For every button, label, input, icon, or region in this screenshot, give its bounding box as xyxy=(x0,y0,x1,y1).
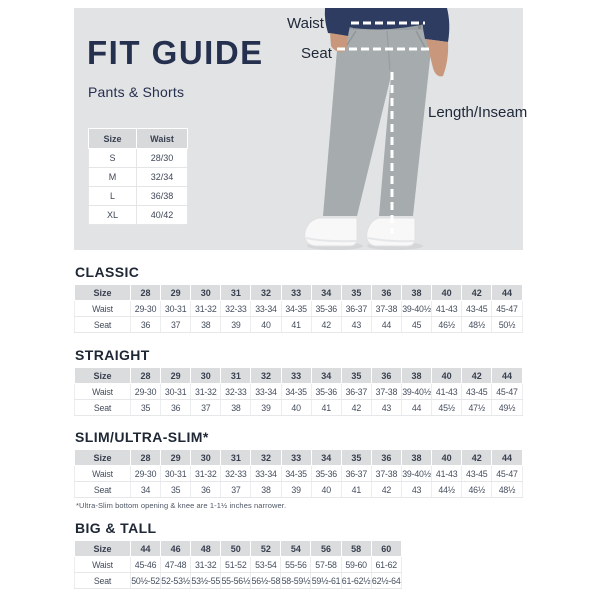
size-cell: 43-45 xyxy=(462,301,492,317)
size-cell: 38 xyxy=(191,317,221,333)
column-header: Size xyxy=(75,368,131,384)
size-cell: 55-56 xyxy=(281,557,311,573)
size-cell: 61-62 xyxy=(371,557,401,573)
size-cell: 36 xyxy=(131,317,161,333)
column-header: 31 xyxy=(221,368,251,384)
section-title: STRAIGHT xyxy=(75,347,150,363)
column-header: 44 xyxy=(492,450,522,466)
size-cell: 29-30 xyxy=(131,301,161,317)
column-header: 36 xyxy=(371,285,401,301)
page-title: FIT GUIDE xyxy=(87,34,264,71)
section-title: SLIM/ULTRA-SLIM* xyxy=(75,429,209,445)
size-cell: 49½ xyxy=(492,400,522,416)
size-cell: 47½ xyxy=(462,400,492,416)
size-cell: 43-45 xyxy=(462,466,492,482)
row-label: Seat xyxy=(75,400,131,416)
size-cell: 37 xyxy=(161,317,191,333)
size-cell: 31-32 xyxy=(191,384,221,400)
column-header: 29 xyxy=(161,368,191,384)
size-cell: 35-36 xyxy=(311,466,341,482)
size-cell: 46½ xyxy=(462,482,492,498)
size-cell: 32-33 xyxy=(221,466,251,482)
column-header: 28 xyxy=(131,368,161,384)
row-label: Waist xyxy=(75,301,131,317)
size-chart-table xyxy=(74,367,523,416)
size-cell: 34 xyxy=(131,482,161,498)
row-label: Seat xyxy=(75,573,131,589)
mini-size-cell: L xyxy=(89,187,137,206)
column-header: Size xyxy=(75,541,131,557)
column-header: 42 xyxy=(462,450,492,466)
size-cell: 42 xyxy=(311,317,341,333)
size-cell: 30-31 xyxy=(161,384,191,400)
size-cell: 43 xyxy=(341,317,371,333)
size-cell: 41-43 xyxy=(432,466,462,482)
size-cell: 47-48 xyxy=(161,557,191,573)
mini-size-cell: 36/38 xyxy=(137,187,188,206)
column-header: 31 xyxy=(221,285,251,301)
size-cell: 43 xyxy=(401,482,431,498)
column-header: 50 xyxy=(221,541,251,557)
size-cell: 41-43 xyxy=(432,384,462,400)
size-cell: 36-37 xyxy=(341,301,371,317)
section-title: CLASSIC xyxy=(75,264,140,280)
row-label: Waist xyxy=(75,466,131,482)
mini-table-row xyxy=(89,206,188,225)
column-header: 36 xyxy=(371,450,401,466)
mini-size-cell: 28/30 xyxy=(137,149,188,168)
row-label: Waist xyxy=(75,384,131,400)
size-cell: 52-53½ xyxy=(161,573,191,589)
column-header: 35 xyxy=(341,450,371,466)
size-cell: 41 xyxy=(281,317,311,333)
size-cell: 51-52 xyxy=(221,557,251,573)
column-header: 42 xyxy=(462,285,492,301)
size-cell: 37-38 xyxy=(371,466,401,482)
section-title: BIG & TALL xyxy=(75,520,157,536)
mini-size-cell: XL xyxy=(89,206,137,225)
chart-row xyxy=(75,317,523,333)
column-header: 44 xyxy=(131,541,161,557)
column-header: 33 xyxy=(281,285,311,301)
row-label: Seat xyxy=(75,317,131,333)
column-header: 40 xyxy=(432,285,462,301)
column-header: 48 xyxy=(191,541,221,557)
column-header: 28 xyxy=(131,285,161,301)
size-cell: 31-32 xyxy=(191,301,221,317)
size-cell: 43-45 xyxy=(462,384,492,400)
size-cell: 48½ xyxy=(492,482,522,498)
size-cell: 46½ xyxy=(432,317,462,333)
size-cell: 45-47 xyxy=(492,384,522,400)
size-cell: 45-46 xyxy=(131,557,161,573)
size-cell: 36-37 xyxy=(341,384,371,400)
column-header: 42 xyxy=(462,368,492,384)
size-cell: 44 xyxy=(401,400,431,416)
size-cell: 31-32 xyxy=(191,466,221,482)
hero-banner xyxy=(74,8,528,250)
size-cell: 48½ xyxy=(462,317,492,333)
mini-table-row xyxy=(89,149,188,168)
size-cell: 36 xyxy=(161,400,191,416)
size-cell: 57-58 xyxy=(311,557,341,573)
seat-label: Seat xyxy=(301,45,332,62)
size-chart-table xyxy=(74,284,523,333)
size-cell: 50½ xyxy=(492,317,522,333)
column-header: 54 xyxy=(281,541,311,557)
length-inseam-label: Length/Inseam xyxy=(428,104,528,121)
column-header: 35 xyxy=(341,285,371,301)
column-header: 44 xyxy=(492,285,522,301)
chart-row xyxy=(75,384,523,400)
column-header: 29 xyxy=(161,450,191,466)
column-header: 35 xyxy=(341,368,371,384)
column-header: 30 xyxy=(191,368,221,384)
size-cell: 33-34 xyxy=(251,466,281,482)
size-cell: 56½-58 xyxy=(251,573,281,589)
column-header: 36 xyxy=(371,368,401,384)
size-cell: 40 xyxy=(251,317,281,333)
size-cell: 43 xyxy=(371,400,401,416)
size-cell: 42 xyxy=(341,400,371,416)
waist-label: Waist xyxy=(287,15,324,32)
size-cell: 45-47 xyxy=(492,301,522,317)
size-cell: 62½-64 xyxy=(371,573,401,589)
size-cell: 38 xyxy=(221,400,251,416)
column-header: 38 xyxy=(401,285,431,301)
size-cell: 53-54 xyxy=(251,557,281,573)
column-header: 40 xyxy=(432,368,462,384)
size-cell: 41-43 xyxy=(432,301,462,317)
size-cell: 58-59½ xyxy=(281,573,311,589)
mini-size-cell: M xyxy=(89,168,137,187)
size-cell: 29-30 xyxy=(131,466,161,482)
row-label: Seat xyxy=(75,482,131,498)
column-header: 32 xyxy=(251,450,281,466)
chart-row xyxy=(75,482,523,498)
size-cell: 39-40½ xyxy=(401,301,431,317)
size-chart-table xyxy=(74,540,402,589)
size-cell: 35 xyxy=(131,400,161,416)
size-cell: 53½-55 xyxy=(191,573,221,589)
fit-section xyxy=(74,347,523,416)
mini-table-row xyxy=(89,168,188,187)
size-cell: 45 xyxy=(401,317,431,333)
column-header: 60 xyxy=(371,541,401,557)
size-cell: 34-35 xyxy=(281,384,311,400)
column-header: 44 xyxy=(492,368,522,384)
chart-row xyxy=(75,573,402,589)
size-cell: 41 xyxy=(341,482,371,498)
size-cell: 35 xyxy=(161,482,191,498)
column-header: 33 xyxy=(281,450,311,466)
size-cell: 31-32 xyxy=(191,557,221,573)
column-header: 38 xyxy=(401,368,431,384)
sweater-left-sleeve xyxy=(325,8,352,36)
size-cell: 36-37 xyxy=(341,466,371,482)
chart-row xyxy=(75,557,402,573)
size-cell: 37-38 xyxy=(371,384,401,400)
size-cell: 35-36 xyxy=(311,301,341,317)
column-header: 46 xyxy=(161,541,191,557)
column-header: 33 xyxy=(281,368,311,384)
size-cell: 30-31 xyxy=(161,466,191,482)
size-cell: 55-56½ xyxy=(221,573,251,589)
column-header: 58 xyxy=(341,541,371,557)
size-cell: 39 xyxy=(281,482,311,498)
size-chart-table xyxy=(74,449,523,498)
column-header: 30 xyxy=(191,450,221,466)
size-cell: 39-40½ xyxy=(401,384,431,400)
fit-section xyxy=(74,429,523,510)
size-cell: 39 xyxy=(221,317,251,333)
column-header: 52 xyxy=(251,541,281,557)
size-cell: 30-31 xyxy=(161,301,191,317)
page-subtitle: Pants & Shorts xyxy=(88,84,185,100)
column-header: 34 xyxy=(311,450,341,466)
size-cell: 44 xyxy=(371,317,401,333)
column-header: 40 xyxy=(432,450,462,466)
size-cell: 35-36 xyxy=(311,384,341,400)
size-cell: 37 xyxy=(191,400,221,416)
chart-row xyxy=(75,301,523,317)
row-label: Waist xyxy=(75,557,131,573)
column-header: 29 xyxy=(161,285,191,301)
column-header: 56 xyxy=(311,541,341,557)
chart-row xyxy=(75,466,523,482)
size-cell: 61-62½ xyxy=(341,573,371,589)
size-cell: 50½-52 xyxy=(131,573,161,589)
size-cell: 37 xyxy=(221,482,251,498)
size-cell: 29-30 xyxy=(131,384,161,400)
size-cell: 45½ xyxy=(432,400,462,416)
mini-column-header: Waist xyxy=(137,129,188,149)
size-cell: 33-34 xyxy=(251,301,281,317)
section-footnote: *Ultra-Slim bottom opening & knee are 1-1½ inches narrower. xyxy=(76,501,287,510)
column-header: 28 xyxy=(131,450,161,466)
sweater-right-sleeve xyxy=(422,8,449,42)
size-waist-table xyxy=(88,128,188,225)
column-header: 32 xyxy=(251,285,281,301)
column-header: 38 xyxy=(401,450,431,466)
size-cell: 39-40½ xyxy=(401,466,431,482)
column-header: 30 xyxy=(191,285,221,301)
size-cell: 44½ xyxy=(432,482,462,498)
size-cell: 40 xyxy=(281,400,311,416)
fit-section xyxy=(74,520,402,589)
column-header: 32 xyxy=(251,368,281,384)
size-cell: 37-38 xyxy=(371,301,401,317)
size-cell: 59-60 xyxy=(341,557,371,573)
size-cell: 36 xyxy=(191,482,221,498)
mini-size-cell: 32/34 xyxy=(137,168,188,187)
size-cell: 38 xyxy=(251,482,281,498)
size-cell: 34-35 xyxy=(281,301,311,317)
mini-table-row xyxy=(89,187,188,206)
column-header: Size xyxy=(75,450,131,466)
column-header: Size xyxy=(75,285,131,301)
size-cell: 33-34 xyxy=(251,384,281,400)
size-cell: 32-33 xyxy=(221,384,251,400)
fit-section xyxy=(74,264,523,333)
chart-row xyxy=(75,400,523,416)
mini-column-header: Size xyxy=(89,129,137,149)
size-cell: 45-47 xyxy=(492,466,522,482)
mini-size-cell: S xyxy=(89,149,137,168)
column-header: 34 xyxy=(311,285,341,301)
mini-size-cell: 40/42 xyxy=(137,206,188,225)
size-cell: 59½-61 xyxy=(311,573,341,589)
size-cell: 34-35 xyxy=(281,466,311,482)
column-header: 34 xyxy=(311,368,341,384)
size-cell: 32-33 xyxy=(221,301,251,317)
size-cell: 39 xyxy=(251,400,281,416)
size-cell: 41 xyxy=(311,400,341,416)
size-cell: 40 xyxy=(311,482,341,498)
column-header: 31 xyxy=(221,450,251,466)
size-cell: 42 xyxy=(371,482,401,498)
